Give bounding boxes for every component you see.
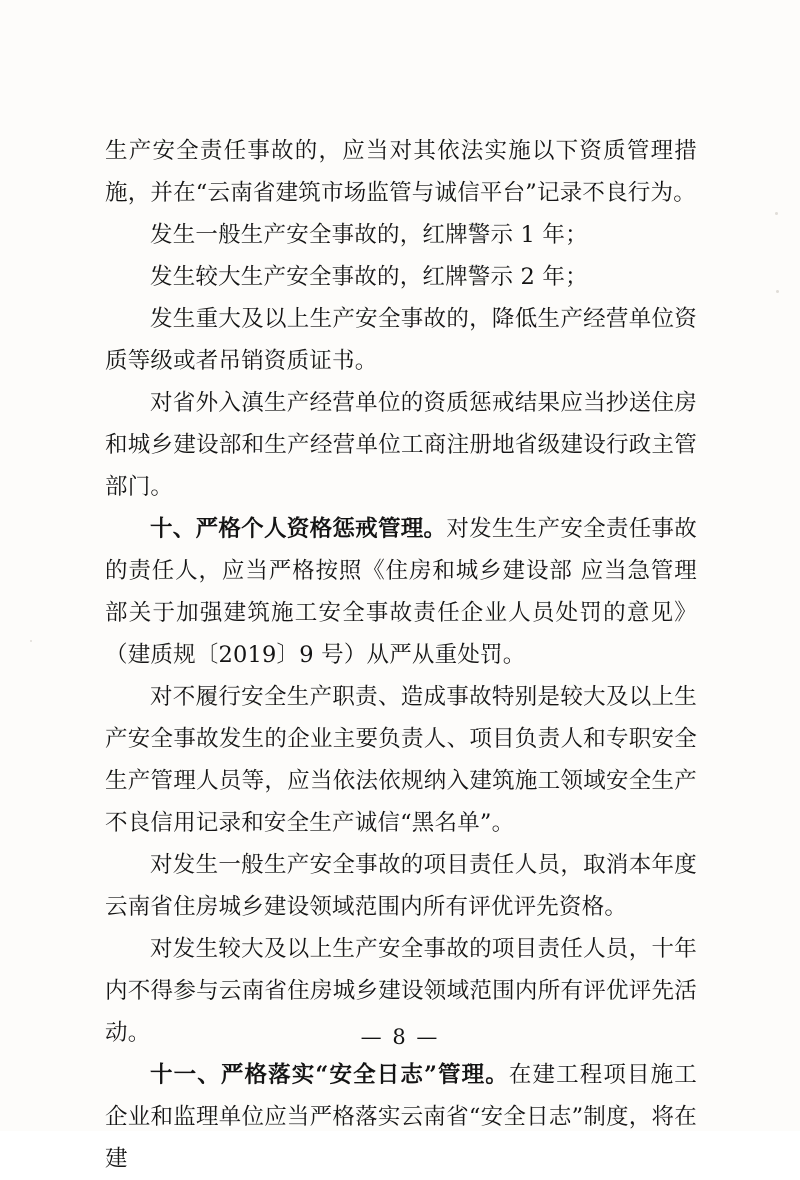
- paragraph-8: 对发生一般生产安全事故的项目责任人员，取消本年度云南省住房城乡建设领域范围内所有评优评先资格。: [105, 852, 697, 920]
- paragraph-7: 对不履行安全生产职责、造成事故特别是较大及以上生产安全事故发生的企业主要负责人、项目负责人和专职安全生产管理人员等，应当依法依规纳入建筑施工领域安全生产不良信用记录和安全生产诚信“黑名单”。: [105, 684, 697, 836]
- paragraph-2: 发生一般生产安全事故的，红牌警示 1 年；: [150, 222, 588, 248]
- section-eleven-body: 在建工程项目施工企业和监理单位应当严格落实云南省“安全日志”制度，将在建: [105, 1062, 697, 1172]
- paragraph-1: 生产安全责任事故的，应当对其依法实施以下资质管理措施，并在“云南省建筑市场监管与诚信平台”记录不良行为。: [105, 138, 697, 206]
- paragraph-9: 对发生较大及以上生产安全事故的项目责任人员，十年内不得参与云南省住房城乡建设领域范围内所有评优评先活动。: [105, 936, 697, 1046]
- paragraph-5: 对省外入滇生产经营单位的资质惩戒结果应当抄送住房和城乡建设部和生产经营单位工商注册地省级建设行政主管部门。: [105, 390, 697, 500]
- page-number: — 8 —: [360, 1025, 440, 1049]
- section-ten-body: 对发生生产安全责任事故的责任人，应当严格按照《住房和城乡建设部 应当急管理部关于加强建筑施工安全事故责任企业人员处罚的意见》（建质规〔2019〕9 号）从严从重处罚。: [105, 516, 697, 668]
- section-heading-eleven: 十一、严格落实“安全日志”管理。: [150, 1062, 509, 1088]
- paragraph-6: [105, 508, 697, 676]
- paragraph-3: 发生较大生产安全事故的，红牌警示 2 年；: [150, 264, 588, 290]
- section-heading-ten: 十、严格个人资格惩戒管理。: [150, 516, 447, 542]
- page-body: [105, 130, 697, 1180]
- paragraph-10: [105, 1054, 697, 1180]
- paragraph-4: 发生重大及以上生产安全事故的，降低生产经营单位资质等级或者吊销资质证书。: [105, 306, 697, 374]
